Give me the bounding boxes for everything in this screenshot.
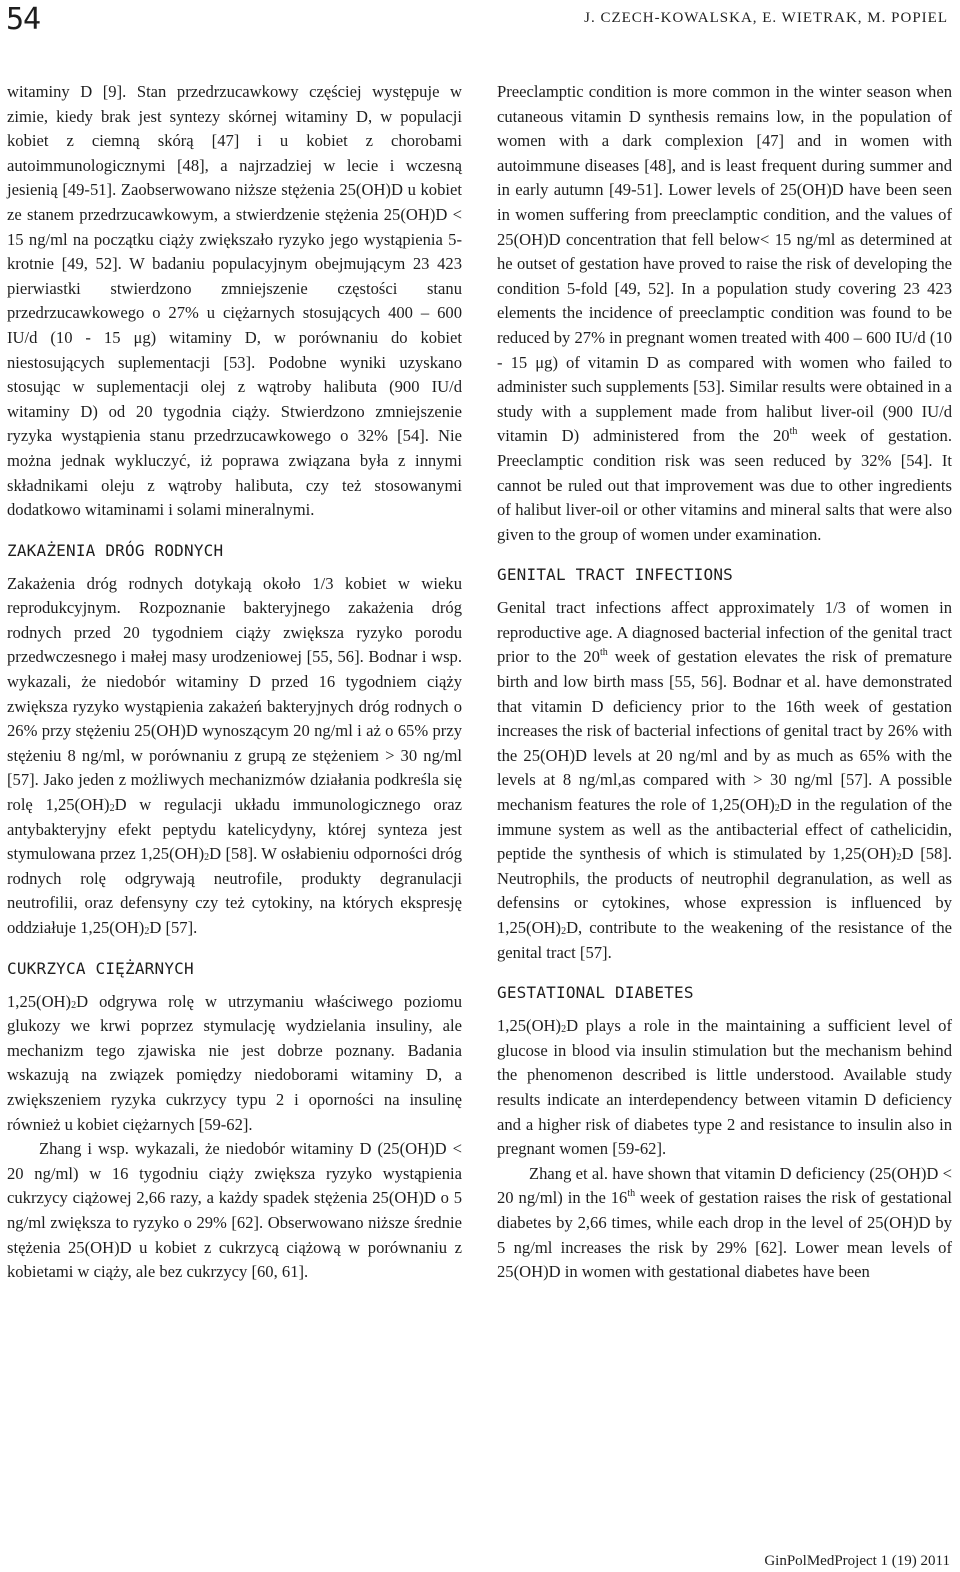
heading-genital-infections-en: GENITAL TRACT INFECTIONS xyxy=(497,565,733,585)
paragraph-preeclampsia-pl: witaminy D [9]. Stan przedrzucawkowy częściej występuje w zimie, kiedy brak jest syntezy skórnej witaminy D, w populacji kobiet z ciemną skórą [47] i u kobiet z chorobami autoimmunologicznymi [48], a najrzadziej w lecie i wczesną jesienią [49-51]. Zaobserwowano niższe stężenia 25(OH)D u kobiet ze stanem przedrzucawkowym, a stwierdzenie stężenia 25(OH)D < 15 ng/ml na początku ciąży zwiększało ryzyko jego wystąpienia 5-krotnie [49, 52]. W badaniu populacyjnym obejmującym 23 423 pierwiastki stwierdzono zmniejszenie częstości stanu przedrzucawkowego o 27% u ciężarnych stosujących 400 – 600 IU/d (10 - 15 μg) witaminy D, w porównaniu do kobiet niestosujących suplementacji [53]. Podobne wyniki uzyskano stosując w suplementacji olej z wątroby halibuta (900 IU/d witaminy D) od 20 tygodnia ciąży. Stwierdzono zmniejszenie ryzyka wystąpienia stanu przedrzucawkowego o 32% [54]. Nie można jednak wykluczyć, iż poprawa związana była z innymi składnikami oleju z wątroby halibuta, czy też stosowanymi dodatkowo witaminami i solami mineralnymi. xyxy=(7,82,462,520)
paragraph-genital-infections-en: Genital tract infections affect approximately 1/3 of women in reproductive age. A diagnosed bacterial infection of the genital tract prior to the 20th week of gestation elevates the risk of premature birth and low birth mass [55, 56]. Bodnar et al. have demonstrated that vitamin D deficiency prior to the 16th week of gestation increases the risk of bacterial infections of genital tract by 26% with the 25(OH)D levels at 20 ng/ml and by as much as 65% with the levels at 8 ng/ml,as compared with > 30 ng/ml [57]. A possible mechanism features the role of $1,25(OH)_2D$ in the regulation of the immune system as well as the antibacterial effect of cathelicidin, peptide the synthesis of which is stimulated by $1,25(OH)_2D$ [58]. Neutrophils, the products of neutrophil degranulation, as well as defensins or cytokines, whose expression is influenced by $1,25(OH)_2D$, contribute to the weakening of the resistance of the genital tract [57]. xyxy=(497,598,952,962)
paragraph-zhang-en: Zhang et al. have shown that vitamin D deficiency (25(OH)D < 20 ng/ml) in the 16th week of gestation raises the risk of gestational diabetes by 2,66 times, while each drop in the level of 25(OH)D by 5 ng/ml increases the risk by 29% [62]. Lower mean levels of 25(OH)D in women with gestational diabetes have been xyxy=(497,1163,952,1282)
polish-column xyxy=(7,80,462,1285)
paragraph-diabetes-en: $1,25(OH)_2D$ plays a role in the maintaining a sufficient level of glucose in blood via insulin stimulation but the mechanism behind the phenomenon described is little understood. Available study results indicate an interdependency between vitamin D deficiency and a higher risk of diabetes type 2 and resistance to insulin also in pregnant women [59-62]. xyxy=(497,1016,952,1159)
journal-footer: GinPolMedProject 1 (19) 2011 xyxy=(764,1553,950,1569)
paragraph-preeclampsia-en: Preeclamptic condition is more common in the winter season when cutaneous vitamin D synthesis remains low, in the population of women with a dark complexion [47] and in women with autoimmune diseases [48], and is least frequent during summer and in early autumn [49-51]. Lower levels of 25(OH)D have been seen in women suffering from preeclamptic condition, and the values of 25(OH)D concentration that fell below< 15 ng/ml as determined at he outset of gestation have proved to raise the risk of developing the condition 5-fold [49, 52]. In a population study covering 23 423 elements the incidence of preeclamptic condition was found to be reduced by 27% in pregnant women treated with 400 – 600 IU/d (10 - 15 μg) of vitamin D as compared with women who failed to administer such supplements [53]. Similar results were obtained in a study with a supplement made from halibut liver-oil (900 IU/d vitamin D) administered from the 20th week of gestation. Preeclamptic condition risk was seen reduced by 32% [54]. It cannot be ruled out that improvement was due to other ingredients of halibut liver-oil or other vitamins and mineral salts that were also given to the group of women under examination. xyxy=(497,82,952,544)
page-number: 54 xyxy=(6,2,41,37)
paragraph-genital-infections-pl: Zakażenia dróg rodnych dotykają około 1/3 kobiet w wieku reprodukcyjnym. Rozpoznanie bakteryjnego zakażenia dróg rodnych przed 20 tygodniem ciąży zwiększa ryzyko porodu przedwczesnego i małej masy urodzeniowej [55, 56]. Bodnar i wsp. wykazali, że niedobór witaminy D przed 16 tygodniem ciąży zwiększa ryzyko wystąpienia zakażeń bakteryjnych dróg rodnych o 26% przy stężeniu 25(OH)D wynoszącym 20 ng/ml i aż o 65% przy stężeniu 8 ng/ml, w porównaniu z grupą ze stężeniem > 30 ng/ml [57]. Jako jeden z możliwych mechanizmów działania podkreśla się rolę $1,25(OH)_2D$ w regulacji układu immunologicznego oraz antybakteryjny efekt peptydu katelicydyny, której synteza jest stymulowana przez $1,25(OH)_2D$ [58]. W osłabieniu odporności dróg rodnych rolę odgrywają neutrofile, produkty degranulacji neutrofilii, oraz defensyny czy też cytokiny, na których ekspresję oddziałuje $1,25(OH)_2D$ [57]. xyxy=(7,573,463,937)
english-column xyxy=(497,80,952,1285)
paragraph-zhang-pl: Zhang i wsp. wykazali, że niedobór witaminy D (25(OH)D < 20 ng/ml) w 16 tygodniu ciąży zwiększa ryzyko wystąpienia cukrzycy ciążowej 2,66 razy, a każdy spadek stężenia 25(OH)D o 5 ng/ml zwiększa to ryzyko o 29% [62]. Obserwowano niższe średnie stężenia 25(OH)D u kobiet z cukrzycą ciążową w porównaniu z kobietami w ciąży, ale bez cukrzycy [60, 61]. xyxy=(7,1139,462,1282)
heading-genital-infections-pl: ZAKAŻENIA DRÓG RODNYCH xyxy=(7,540,224,560)
running-header-authors: J. CZECH-KOWALSKA, E. WIETRAK, M. POPIEL xyxy=(584,10,948,26)
heading-gestational-diabetes-en: GESTATIONAL DIABETES xyxy=(497,983,694,1003)
heading-gestational-diabetes-pl: CUKRZYCA CIĘŻARNYCH xyxy=(7,958,194,978)
paragraph-diabetes-pl: $1,25(OH)_2D$ odgrywa rolę w utrzymaniu właściwego poziomu glukozy we krwi poprzez stymulację wydzielania insuliny, ale mechanizm tego zjawiska nie jest dobrze poznany. Badania wskazują na związek pomiędzy niedoborami witaminy D, a zwiększeniem ryzyka cukrzycy typu 2 i oporności na insulinę również u kobiet ciężarnych [59-62]. xyxy=(7,991,462,1134)
